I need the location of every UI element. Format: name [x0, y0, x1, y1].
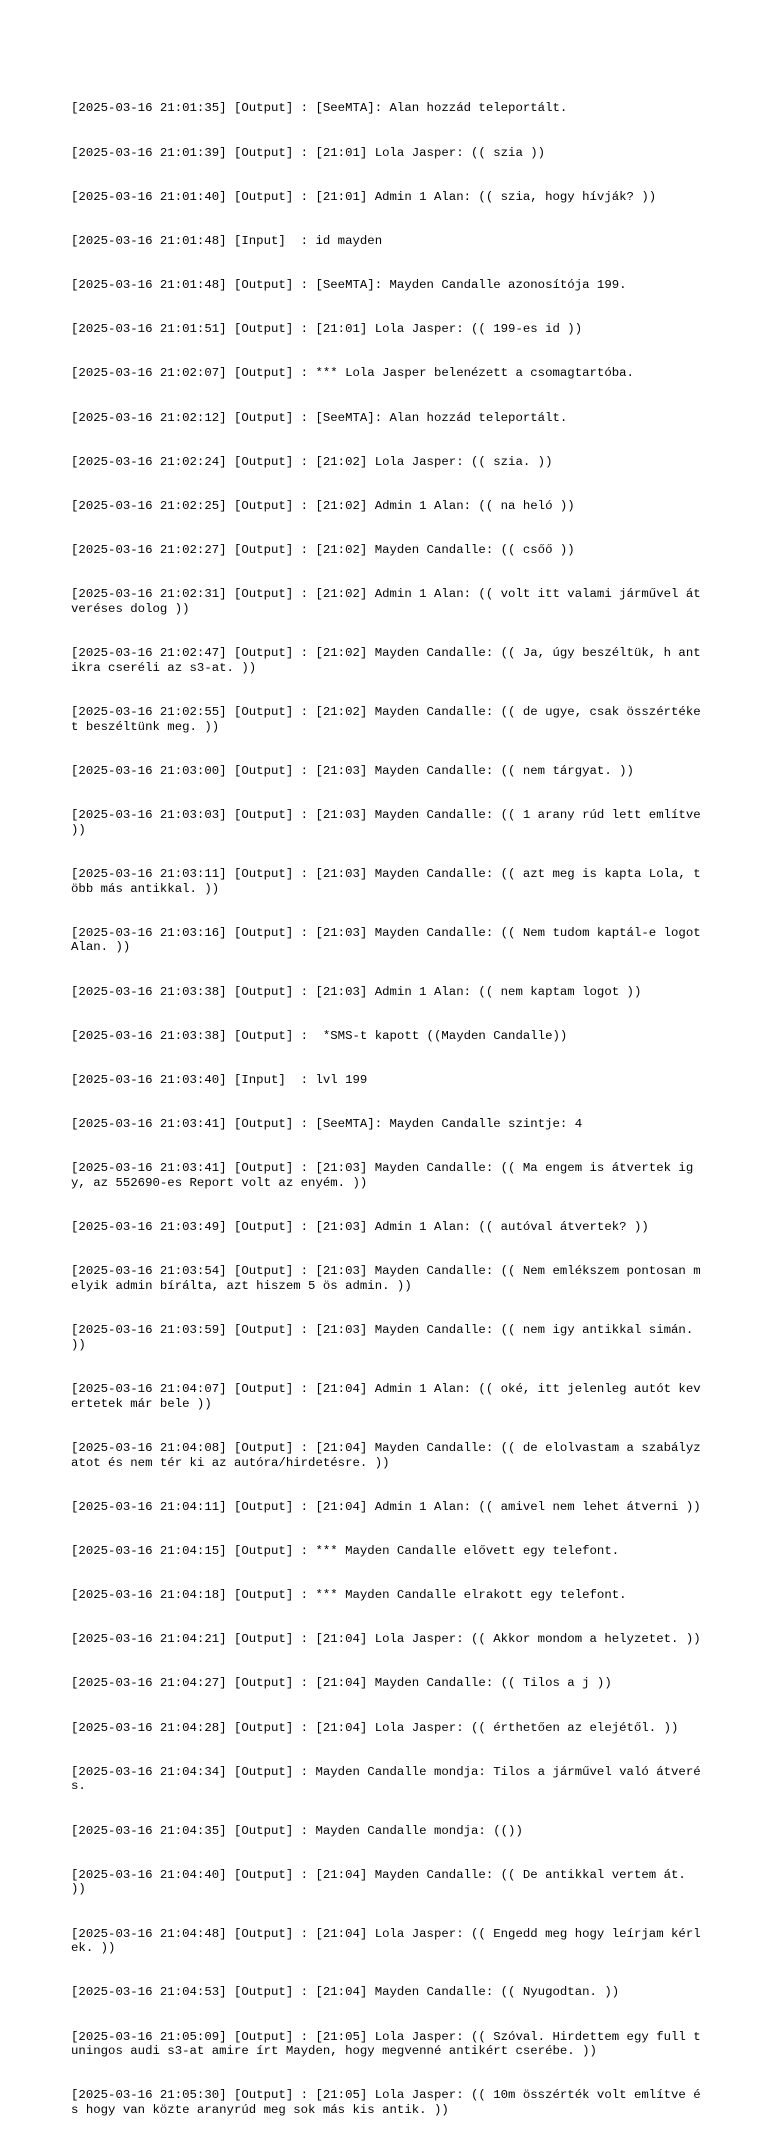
log-line: [2025-03-16 21:03:41] [Output] : [21:03] Mayden Candalle: (( Ma engem is átvertek igy, az 552690-es Report volt az enyém. )) [71, 1161, 694, 1190]
log-line: [2025-03-16 21:04:15] [Output] : *** Mayden Candalle elővett egy telefont. [71, 1543, 620, 1558]
log-line: [2025-03-16 21:04:11] [Output] : [21:04] Admin 1 Alan: (( amivel nem lehet átverni )) [71, 1499, 701, 1514]
log-line: [2025-03-16 21:04:18] [Output] : *** Mayden Candalle elrakott egy telefont. [71, 1588, 627, 1603]
log-line: [2025-03-16 21:03:00] [Output] : [21:03] Mayden Candalle: (( nem tárgyat. )) [71, 763, 634, 778]
log-line: [2025-03-16 21:01:48] [Input] : id mayden [71, 233, 383, 248]
log-line: [2025-03-16 21:03:49] [Output] : [21:03] Admin 1 Alan: (( autóval átvertek? )) [71, 1220, 649, 1235]
log-line: [2025-03-16 21:02:24] [Output] : [21:02] Lola Jasper: (( szia. )) [71, 454, 553, 469]
log-line: [2025-03-16 21:02:07] [Output] : *** Lola Jasper belenézett a csomagtartóba. [71, 366, 634, 381]
log-line: [2025-03-16 21:02:25] [Output] : [21:02] Admin 1 Alan: (( na heló )) [71, 498, 575, 513]
log-line: [2025-03-16 21:03:59] [Output] : [21:03] Mayden Candalle: (( nem igy antikkal simán. )) [71, 1323, 701, 1352]
log-line: [2025-03-16 21:03:54] [Output] : [21:03] Mayden Candalle: (( Nem emlékszem pontosan melyik admin bírálta, azt hiszem 5 ös admin. )) [71, 1264, 701, 1293]
log-line: [2025-03-16 21:05:30] [Output] : [21:05] Lola Jasper: (( 10m összérték volt említve és hogy van közte aranyrúd meg sok más kis antik. )) [71, 2088, 701, 2118]
log-line: [2025-03-16 21:04:35] [Output] : Mayden Candalle mondja: (()) [71, 1823, 523, 1838]
log-line: [2025-03-16 21:01:35] [Output] : [SeeMTA]: Alan hozzád teleportált. [71, 101, 568, 116]
log-line: [2025-03-16 21:04:07] [Output] : [21:04] Admin 1 Alan: (( oké, itt jelenleg autót kevertetek már bele )) [71, 1381, 701, 1411]
log-line: [2025-03-16 21:04:48] [Output] : [21:04] Lola Jasper: (( Engedd meg hogy leírjam kérlek. )) [71, 1926, 701, 1956]
log-line: [2025-03-16 21:02:47] [Output] : [21:02] Mayden Candalle: (( Ja, úgy beszéltük, h antikra cseréli az s3-at. )) [71, 646, 701, 675]
log-line: [2025-03-16 21:03:11] [Output] : [21:03] Mayden Candalle: (( azt meg is kapta Lola, több más antikkal. )) [71, 866, 701, 896]
log-line: [2025-03-16 21:03:03] [Output] : [21:03] Mayden Candalle: (( 1 arany rúd lett említve )) [71, 807, 709, 837]
log-line: [2025-03-16 21:02:12] [Output] : [SeeMTA]: Alan hozzád teleportált. [71, 410, 568, 425]
log-line: [2025-03-16 21:04:21] [Output] : [21:04] Lola Jasper: (( Akkor mondom a helyzetet. )) [71, 1632, 701, 1647]
log-line: [2025-03-16 21:03:41] [Output] : [SeeMTA]: Mayden Candalle szintje: 4 [71, 1117, 583, 1132]
log-line: [2025-03-16 21:04:34] [Output] : Mayden Candalle mondja: Tilos a járművel való átverés. [71, 1764, 701, 1794]
chat-log [71, 72, 708, 2147]
log-line: [2025-03-16 21:01:39] [Output] : [21:01] Lola Jasper: (( szia )) [71, 145, 546, 160]
log-line: [2025-03-16 21:02:55] [Output] : [21:02] Mayden Candalle: (( de ugye, csak összértéket beszéltünk meg. )) [71, 704, 701, 734]
log-line: [2025-03-16 21:03:40] [Input] : lvl 199 [71, 1072, 368, 1087]
log-line: [2025-03-16 21:04:27] [Output] : [21:04] Mayden Candalle: (( Tilos a j )) [71, 1676, 612, 1691]
log-line: [2025-03-16 21:01:40] [Output] : [21:01] Admin 1 Alan: (( szia, hogy hívják? )) [71, 189, 657, 204]
log-line: [2025-03-16 21:02:31] [Output] : [21:02] Admin 1 Alan: (( volt itt valami járművel átveréses dolog )) [71, 587, 701, 616]
log-line: [2025-03-16 21:05:09] [Output] : [21:05] Lola Jasper: (( Szóval. Hirdettem egy full tuningos audi s3-at amire írt Mayden, hogy megvenné antikért cserébe. )) [71, 2029, 701, 2059]
log-line: [2025-03-16 21:01:48] [Output] : [SeeMTA]: Mayden Candalle azonosítója 199. [71, 278, 627, 293]
log-line: [2025-03-16 21:03:38] [Output] : *SMS-t kapott ((Mayden Candalle)) [71, 1028, 568, 1043]
log-line: [2025-03-16 21:02:27] [Output] : [21:02] Mayden Candalle: (( csőő )) [71, 543, 575, 557]
log-line: [2025-03-16 21:03:16] [Output] : [21:03] Mayden Candalle: (( Nem tudom kaptál-e logot Alan. )) [71, 925, 709, 955]
log-line: [2025-03-16 21:04:40] [Output] : [21:04] Mayden Candalle: (( De antikkal vertem át. )) [71, 1867, 694, 1897]
log-line: [2025-03-16 21:01:51] [Output] : [21:01] Lola Jasper: (( 199-es id )) [71, 322, 583, 337]
log-line: [2025-03-16 21:03:38] [Output] : [21:03] Admin 1 Alan: (( nem kaptam logot )) [71, 984, 642, 999]
log-line: [2025-03-16 21:04:28] [Output] : [21:04] Lola Jasper: (( érthetően az elejétől. )) [71, 1720, 679, 1735]
log-line: [2025-03-16 21:04:08] [Output] : [21:04] Mayden Candalle: (( de elolvastam a szabályzatot és nem tér ki az autóra/hirdetésre. )) [71, 1440, 701, 1470]
log-line: [2025-03-16 21:04:53] [Output] : [21:04] Mayden Candalle: (( Nyugodtan. )) [71, 1985, 620, 2000]
